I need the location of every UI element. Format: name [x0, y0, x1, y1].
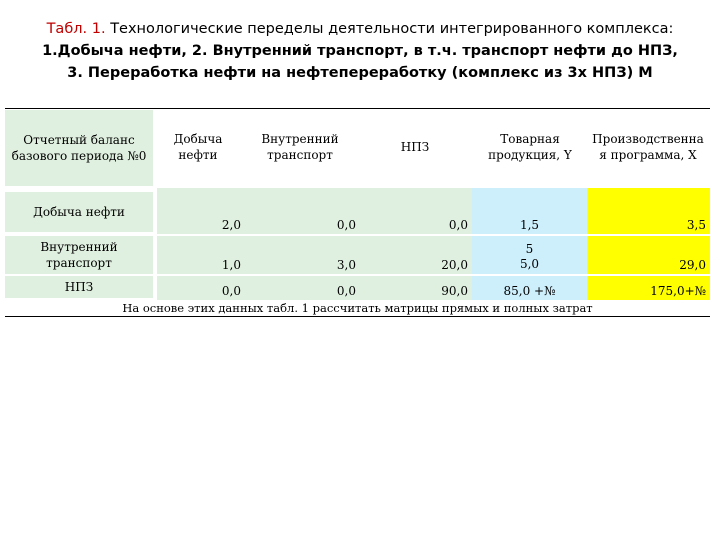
header-internal-transport: [245, 122, 355, 172]
header-refinery-text: НПЗ: [400, 140, 430, 154]
cell-r2-c5-value: 29,0: [679, 258, 706, 272]
cell-r3-c1-value: 0,0: [221, 284, 241, 298]
cell-r1-c4: [472, 188, 587, 234]
cell-r3-c3-value: 90,0: [441, 284, 468, 298]
slide-title: [20, 18, 700, 84]
cell-r2-c5: [587, 236, 710, 274]
table-bottom-border: [5, 316, 710, 317]
row-label-refinery: [5, 276, 153, 298]
header-commodity-output: [475, 122, 585, 172]
cell-r3-c4: [472, 276, 587, 300]
header-corner-text: Отчетный баланс базового периода №0: [11, 133, 147, 163]
cell-r3-c5-value: 175,0+№: [650, 284, 706, 298]
header-oil-production-text: Добыча нефти: [173, 132, 223, 162]
row-label-internal-transport: [5, 236, 153, 274]
title-line-3: 3. Переработка нефти на нефтепереработку (комплекс из 3х НПЗ) М: [67, 65, 653, 81]
header-oil-production: [157, 122, 239, 172]
row-label-oil-production-text: Добыча нефти: [33, 205, 125, 219]
cell-r3-c3: [360, 276, 472, 300]
cell-r2-c3: [360, 236, 472, 274]
table-note: На основе этих данных табл. 1 рассчитать матрицы прямых и полных затрат: [122, 301, 593, 315]
header-production-program-text: Производственная программа, X: [592, 132, 704, 162]
cell-r1-c1-value: 2,0: [221, 218, 241, 232]
cell-r3-c5: [587, 276, 710, 300]
header-production-program: [587, 122, 709, 172]
cell-r2-c1-value: 1,0: [221, 258, 241, 272]
row-label-oil-production: [5, 192, 153, 232]
cell-r3-c2-value: 0,0: [336, 284, 356, 298]
cell-r2-c3-value: 20,0: [441, 258, 468, 272]
row-label-refinery-text: НПЗ: [64, 280, 94, 294]
title-line-1-text: Технологические переделы деятельности интегрированного комплекса:: [105, 21, 674, 37]
cell-r1-c5-value: 3,5: [686, 218, 706, 232]
cell-r1-c3: [360, 188, 472, 234]
cell-r2-c2: [245, 236, 360, 274]
cell-r1-c5: [587, 188, 710, 234]
cell-r1-c2: [245, 188, 360, 234]
header-corner-cell: [5, 110, 153, 186]
header-refinery: [360, 132, 470, 162]
cell-r1-c1: [157, 188, 245, 234]
cell-r1-c3-value: 0,0: [448, 218, 468, 232]
cell-r2-c4: [472, 236, 587, 274]
row-label-internal-transport-text: Внутренний транспорт: [40, 240, 118, 270]
cell-r3-c1: [157, 276, 245, 300]
cell-r2-c4-top-value: 5: [525, 242, 534, 256]
title-table-number: Табл. 1.: [46, 21, 106, 37]
cell-r3-c2: [245, 276, 360, 300]
header-internal-transport-text: Внутренний транспорт: [261, 132, 339, 162]
cell-r2-c4-value: 5,0: [519, 257, 540, 271]
cell-r2-c1: [157, 236, 245, 274]
header-commodity-output-text: Товарная продукция, Y: [488, 132, 572, 162]
cell-r2-c2-value: 3,0: [336, 258, 356, 272]
cell-r1-c4-value: 1,5: [519, 218, 540, 232]
cell-r3-c4-value: 85,0 +№: [503, 284, 556, 298]
cell-r1-c2-value: 0,0: [336, 218, 356, 232]
table-top-border: [5, 108, 710, 109]
title-line-1: [20, 18, 700, 40]
title-line-2: 1.Добыча нефти, 2. Внутренний транспорт, в т.ч. транспорт нефти до НПЗ,: [42, 43, 678, 59]
